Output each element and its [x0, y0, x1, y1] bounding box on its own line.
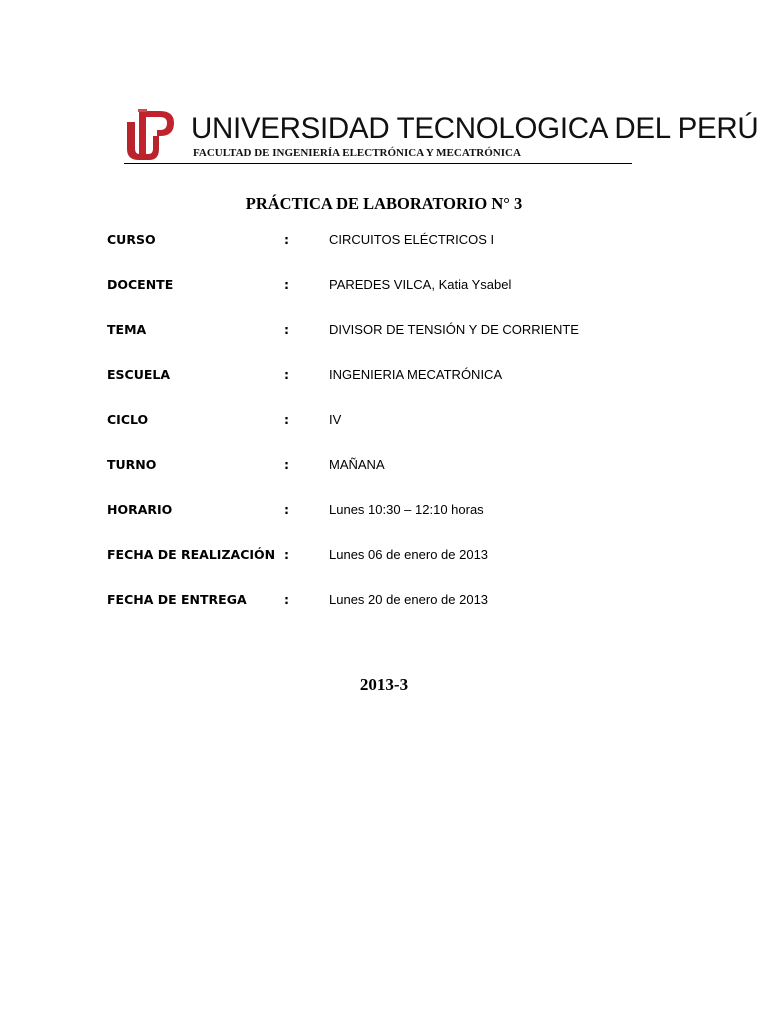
field-fecha-realizacion — [0, 545, 768, 565]
field-separator: : — [284, 412, 289, 427]
academic-period: 2013-3 — [359, 675, 409, 694]
field-value: Lunes 10:30 – 12:10 horas — [329, 502, 484, 517]
field-separator: : — [284, 592, 289, 607]
field-value: DIVISOR DE TENSIÓN Y DE CORRIENTE — [329, 322, 579, 337]
field-separator: : — [284, 232, 289, 247]
field-value: IV — [329, 412, 342, 427]
document-title: PRÁCTICA DE LABORATORIO N° 3 — [245, 194, 523, 213]
university-name: UNIVERSIDAD TECNOLOGICA DEL PERÚ — [191, 112, 759, 145]
field-label: FECHA DE REALIZACIÓN — [107, 547, 276, 562]
field-ciclo — [0, 410, 768, 430]
field-separator: : — [284, 322, 289, 337]
field-tema — [0, 320, 768, 340]
field-curso — [0, 230, 768, 250]
field-docente — [0, 275, 768, 295]
field-value: CIRCUITOS ELÉCTRICOS I — [329, 232, 495, 247]
field-separator: : — [284, 367, 289, 382]
header-divider — [124, 163, 632, 164]
field-fecha-entrega — [0, 590, 768, 610]
field-horario — [0, 500, 768, 520]
field-label: DOCENTE — [107, 277, 174, 292]
faculty-name: FACULTAD DE INGENIERÍA ELECTRÓNICA Y MECATRÓNICA — [193, 147, 521, 159]
field-value: INGENIERIA MECATRÓNICA — [329, 367, 503, 382]
field-value: MAÑANA — [329, 457, 385, 472]
field-value: PAREDES VILCA, Katia Ysabel — [329, 277, 512, 292]
field-label: TEMA — [107, 322, 147, 337]
field-value: Lunes 06 de enero de 2013 — [329, 547, 489, 562]
field-label: HORARIO — [107, 502, 173, 517]
field-label: TURNO — [107, 457, 157, 472]
field-escuela — [0, 365, 768, 385]
field-separator: : — [284, 502, 289, 517]
field-separator: : — [284, 277, 289, 292]
field-label: FECHA DE ENTREGA — [107, 592, 247, 607]
field-label: ESCUELA — [107, 367, 171, 382]
field-value: Lunes 20 de enero de 2013 — [329, 592, 489, 607]
field-separator: : — [284, 457, 289, 472]
field-turno — [0, 455, 768, 475]
field-label: CURSO — [107, 232, 156, 247]
field-label: CICLO — [107, 412, 149, 427]
field-separator: : — [284, 547, 289, 562]
utp-logo-icon — [124, 109, 176, 161]
